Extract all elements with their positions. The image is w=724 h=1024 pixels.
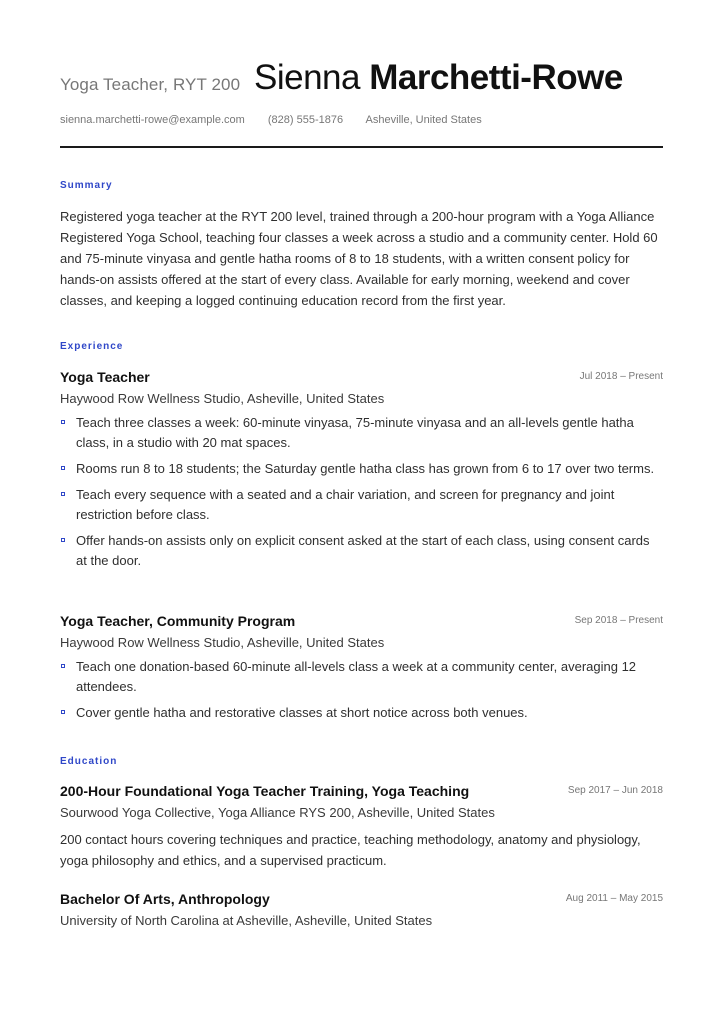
square-bullet-icon <box>61 420 65 424</box>
education-date: Aug 2011 – May 2015 <box>565 893 663 904</box>
job-title: Yoga Teacher, Community Program <box>60 613 296 629</box>
square-bullet-icon <box>61 492 65 496</box>
summary-text: Registered yoga teacher at the RYT 200 level, trained through a 200-hour program with a Yoga Alliance Registered Yoga School, teaching four classes a week across a studio and a community center. Hold 60 and 75-minute vinyasa and gentle hatha rooms of 8 to 18 students, with a written consent policy for hands-on assists offered at the start of every class. Available for early morning, weekend and cover classes, and keeping a logged continuing education record from the first year. <box>60 209 658 308</box>
first-name: Sienna <box>254 58 360 97</box>
contact-location: Asheville, United States <box>365 114 482 126</box>
section-title-experience: Experience <box>60 341 124 352</box>
bullet-text: Teach one donation-based 60-minute all-levels class a week at a community center, averaging 12 attendees. <box>76 659 637 694</box>
bullet-text: Teach every sequence with a seated and a chair variation, and screen for pregnancy and joint restriction before class. <box>76 487 615 522</box>
last-name: Marchetti-Rowe <box>369 58 623 97</box>
job-title: Yoga Teacher <box>60 369 150 385</box>
contact-phone[interactable]: (828) 555-1876 <box>267 114 344 126</box>
education-entry <box>60 783 663 871</box>
degree-title: 200-Hour Foundational Yoga Teacher Training, Yoga Teaching <box>60 783 470 799</box>
header-divider <box>60 146 663 148</box>
bullet-text: Cover gentle hatha and restorative classes at short notice across both venues. <box>76 705 528 720</box>
bullet-item <box>60 531 663 571</box>
bullet-item <box>60 703 663 723</box>
institution: Sourwood Yoga Collective, Yoga Alliance RYS 200, Asheville, United States <box>60 805 495 820</box>
job-organization: Haywood Row Wellness Studio, Asheville, United States <box>60 635 385 650</box>
education-entry <box>60 891 663 931</box>
job-organization: Haywood Row Wellness Studio, Asheville, United States <box>60 391 385 406</box>
section-title-summary: Summary <box>60 180 113 191</box>
bullet-text: Teach three classes a week: 60-minute vinyasa, 75-minute vinyasa and an all-levels gentle hatha class, in a studio with 20 mat spaces. <box>76 415 634 450</box>
full-name <box>254 58 623 98</box>
degree-title: Bachelor Of Arts, Anthropology <box>60 891 270 907</box>
contact-line <box>60 114 502 126</box>
education-description: 200 contact hours covering techniques and practice, teaching methodology, anatomy and physiology, yoga philosophy and ethics, and a supervised practicum. <box>60 832 641 868</box>
institution: University of North Carolina at Asheville, Asheville, United States <box>60 913 433 928</box>
job-bullets <box>60 657 663 723</box>
job-bullets <box>60 413 663 571</box>
square-bullet-icon <box>61 538 65 542</box>
experience-entry <box>60 369 663 577</box>
bullet-text: Rooms run 8 to 18 students; the Saturday gentle hatha class has grown from 6 to 17 over two terms. <box>76 461 655 476</box>
square-bullet-icon <box>61 710 65 714</box>
job-date: Jul 2018 – Present <box>579 371 663 382</box>
square-bullet-icon <box>61 664 65 668</box>
job-subtitle: Yoga Teacher, RYT 200 <box>60 75 241 94</box>
section-title-education: Education <box>60 756 118 767</box>
bullet-item <box>60 657 663 697</box>
bullet-item <box>60 459 663 479</box>
contact-email[interactable]: sienna.marchetti-rowe@example.com <box>60 114 245 126</box>
square-bullet-icon <box>61 466 65 470</box>
bullet-item <box>60 485 663 525</box>
education-date: Sep 2017 – Jun 2018 <box>567 785 663 796</box>
job-date: Sep 2018 – Present <box>574 615 663 626</box>
resume-header <box>60 58 663 98</box>
experience-entry <box>60 613 663 729</box>
bullet-item <box>60 413 663 453</box>
bullet-text: Offer hands-on assists only on explicit consent asked at the start of each class, using consent cards at the door. <box>76 533 650 568</box>
